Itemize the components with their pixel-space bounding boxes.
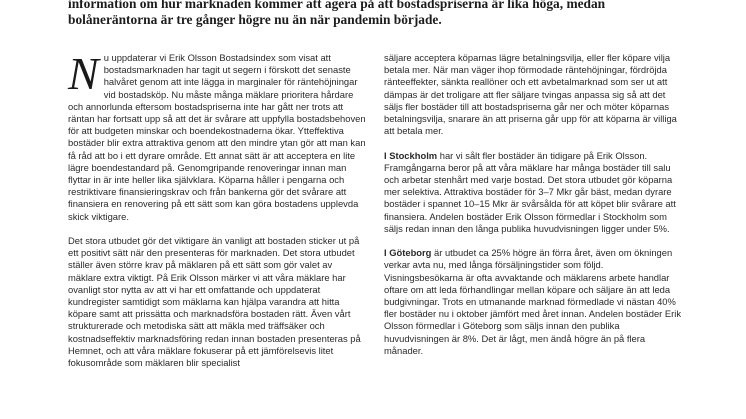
- paragraph: [68, 48, 368, 223]
- city-heading-goteborg: I Göteborg: [384, 247, 432, 259]
- left-column: [68, 48, 368, 381]
- paragraph: säljare acceptera köparnas lägre betalningsvilja, eller fler köpare vilja betala mer. När man väger ihop förmodade räntehöjningar, fördröjda ränteeffekter, sänkta reallöner och ett avbetalmarknad som ser ut att dämpas är det troligare att fler säljare tvingas anpassa sig så att det säljs fler bostäder till att bostadspriserna går ner och möter köparnas betalningsvilja, snarare än att priserna går upp för att köparna är villiga att betala mer.: [384, 52, 677, 137]
- paragraph-stockholm: [384, 150, 684, 235]
- paragraph-text: u uppdaterar vi Erik Olsson Bostadsindex som visat att bostadsmarknaden har tagit ut segern i förskott det senaste halvåret genom att inte lägga in marginaler för räntehöjningar vid bostadsköp. Nu måste många mäklare prioritera hårdare och annorlunda eftersom bostadspriserna inte har gått ner trots att räntan har fortsatt upp så att det är svårare att uppfylla bostadsbehoven för att budgeten minskar och boendekostnaderna ökar. Ytteffektiva bostäder blir extra attraktiva genom att den mindre ytan gör att man kan få råd att bo i ett dyrare område. Ett annat sätt är att acceptera en lite lägre boendestandard på. Genomgripande renoveringar innan man flyttar in är inte heller lika självklara. Köparna håller i pengarna och restriktivare finansieringskrav och från bankerna gör det svårare att finansiera en renovering på ett sätt som kan göra bostadens upplevda skick viktigare.: [68, 52, 366, 222]
- intro-text: information om hur marknaden kommer att agera på att bostadspriserna är lika höga, medan bolåneräntorna är tre gånger högre nu än när pandemin började.: [68, 0, 606, 27]
- drop-cap: N: [68, 48, 99, 99]
- city-heading-stockholm: I Stockholm: [384, 149, 438, 161]
- paragraph-text: är utbudet ca 25% högre än förra året, även om ökningen verkar avta nu, med långa försäljningstider som följd. Visningsbesökarna är ofta avvaktande och mäklarens arbete handlar oftare om att leda förhandlingar mellan köpare och säljare än att leda budgivningar. Trots en utmanande marknad förmedlade vi nästan 40% fler bostäder nu i oktober jämfört med året innan. Andelen bostäder Erik Olsson förmedlar i Göteborg som säljs innan den publika huvudvisningen är 8%. Det är lågt, men ändå högre än på flera månader.: [384, 247, 682, 356]
- paragraph: Det stora utbudet gör det viktigare än vanligt att bostaden sticker ut på ett positivt sätt när den presenteras för marknaden. Det stora utbudet ställer även större krav på mäklaren på ett sätt som gör valet av mäklare extra viktigt. På Erik Olsson märker vi att våra mäklare har ovanligt stor nytta av att vi har ett omfattande och uppdaterat kundregister samtidigt som mäklarna kan hjälpa varandra att hitta köpare samt att prissätta och marknadsföra bostaden rätt. Även vårt strukturerade och metodiska sätt att mäkla med träffsäker och kostnadseffektiv marknadsföring redan innan bostaden presenteras på Hemnet, och att våra mäklare fokuserar på ett jämförelsevis litet fokusområde som mäklaren blir specialist: [68, 235, 361, 369]
- paragraph-text: har vi sålt fler bostäder än tidigare på Erik Olsson. Framgångarna beror på att våra mäklare har många bostäder till salu och arbetar stenhårt med varje bostad. Det stora utbudet gör köparna mer selektiva. Attraktiva bostäder för 3–7 Mkr går bäst, medan dyrare bostäder i spannet 10–15 Mkr är svårsålda för att köpet blir svårare att finansiera. Andelen bostäder Erik Olsson förmedlar i Stockholm som säljs redan innan den långa publika huvudvisningen ligger under 5%.: [384, 149, 676, 234]
- paragraph-goteborg: [384, 247, 684, 357]
- right-column: [384, 52, 684, 369]
